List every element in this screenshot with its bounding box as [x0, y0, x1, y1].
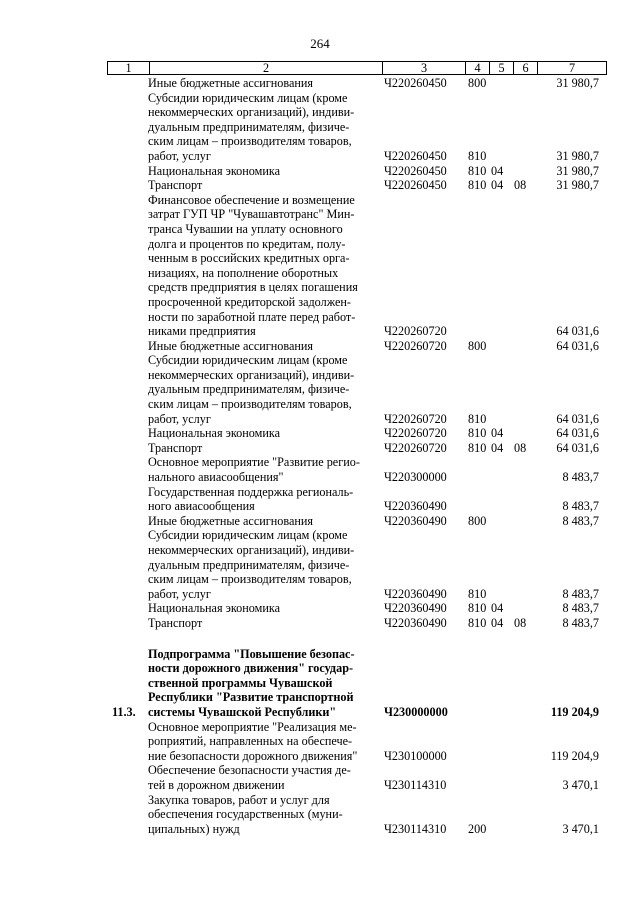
amount: 3 470,1	[562, 821, 599, 836]
table-row	[0, 601, 640, 616]
target-article-code: Ч220260450	[384, 148, 447, 163]
row-name-line: Субсидии юридическим лицам (кроме	[148, 528, 348, 543]
target-article-code: Ч230100000	[384, 748, 447, 763]
row-name	[148, 91, 369, 164]
row-name-line: ного авиасообщения	[148, 499, 255, 514]
row-name-line: транса Чувашии на уплату основного	[148, 221, 343, 236]
row-name	[148, 601, 369, 616]
row-name	[148, 514, 369, 529]
row-name-line: долга и процентов по кредитам, полу-	[148, 236, 346, 251]
header-col-1: 1	[125, 61, 132, 75]
header-col-3: 3	[382, 62, 465, 74]
budget-table-body	[0, 76, 640, 836]
row-name	[148, 528, 369, 601]
expense-type-code: 810	[468, 178, 487, 193]
target-article-code: Ч220260720	[384, 440, 447, 455]
row-name-line: некоммерческих организаций), индиви-	[148, 105, 355, 120]
row-name-line: ности по заработной плате перед работ-	[148, 309, 356, 324]
table-row	[0, 76, 640, 91]
target-article-code: Ч230114310	[384, 777, 447, 792]
amount: 8 483,7	[562, 499, 599, 514]
amount: 31 980,7	[556, 178, 599, 193]
row-name-line: Транспорт	[148, 178, 203, 193]
table-row	[0, 616, 640, 631]
row-name-line: Республики "Развитие транспортной	[148, 690, 354, 705]
row-name	[148, 76, 369, 91]
header-col-5: 5	[489, 62, 513, 74]
amount: 8 483,7	[562, 513, 599, 528]
row-name-line: Транспорт	[148, 615, 203, 630]
table-row	[0, 441, 640, 456]
row-name-line: нального авиасообщения"	[148, 470, 284, 485]
row-name	[148, 720, 369, 764]
row-name-line: Подпрограмма "Повышение безопас-	[148, 646, 355, 661]
target-article-code: Ч220260450	[384, 178, 447, 193]
row-name	[148, 763, 369, 792]
table-row	[0, 353, 640, 426]
amount: 64 031,6	[556, 324, 599, 339]
row-name-line: ским лицам – производителям товаров,	[148, 397, 352, 412]
expense-type-code: 800	[468, 76, 487, 90]
expense-type-code: 800	[468, 513, 487, 528]
target-article-code: Ч220360490	[384, 601, 447, 616]
page-number: 264	[310, 36, 330, 51]
row-name-line: Обеспечение безопасности участия де-	[148, 763, 351, 778]
row-name-line: Транспорт	[148, 440, 203, 455]
row-name	[148, 441, 369, 456]
table-row	[0, 528, 640, 601]
row-name-line: Национальная экономика	[148, 426, 281, 441]
amount: 31 980,7	[556, 163, 599, 178]
expense-type-code: 810	[468, 148, 487, 163]
row-name-line: некоммерческих организаций), индиви-	[148, 543, 355, 557]
expense-type-code: 810	[468, 586, 487, 601]
row-name-line: ственной программы Чувашской	[148, 675, 333, 690]
table-row	[0, 178, 640, 193]
header-col-2: 2	[149, 62, 382, 74]
header-col-7: 7	[537, 62, 606, 74]
target-article-code: Ч220260450	[384, 76, 447, 90]
expense-type-code: 810	[468, 615, 487, 630]
row-name-line: средств предприятия в целях погашения	[148, 280, 358, 295]
row-name-line: Национальная экономика	[148, 601, 281, 616]
row-name-line: Основное мероприятие "Развитие регио-	[148, 455, 360, 470]
table-row	[0, 193, 640, 339]
amount: 119 204,9	[550, 748, 599, 763]
target-article-code: Ч220260450	[384, 163, 447, 178]
target-article-code: Ч220360490	[384, 615, 447, 630]
target-article-code: Ч230114310	[384, 821, 447, 836]
table-row	[0, 485, 640, 514]
row-name	[148, 353, 369, 426]
row-name	[148, 193, 369, 339]
amount: 31 980,7	[556, 76, 599, 90]
amount: 64 031,6	[556, 411, 599, 426]
amount: 3 470,1	[562, 777, 599, 792]
header-col-4: 4	[465, 62, 489, 74]
section-code: 04	[491, 440, 504, 455]
row-name-line: ским лицам – производителям товаров,	[148, 134, 352, 149]
row-name-line: Субсидии юридическим лицам (кроме	[148, 353, 348, 368]
row-name-line: системы Чувашской Республики"	[148, 704, 337, 719]
row-name-line: ченным в российских кредитных орга-	[148, 251, 350, 266]
expense-type-code: 200	[468, 821, 487, 836]
table-row	[0, 793, 640, 837]
table-row	[0, 647, 640, 720]
row-name-line: Иные бюджетные ассигнования	[148, 76, 314, 90]
table-row	[0, 164, 640, 179]
row-name-line: ние безопасности дорожного движения"	[148, 748, 358, 763]
row-name-line: дуальным предпринимателям, физиче-	[148, 382, 350, 397]
row-name-line: дуальным предпринимателям, физиче-	[148, 557, 350, 572]
target-article-code: Ч220300000	[384, 470, 447, 485]
row-name-line: Закупка товаров, работ и услуг для	[148, 792, 330, 807]
amount: 8 483,7	[562, 586, 599, 601]
row-name-line: никами предприятия	[148, 324, 256, 339]
row-name-line: роприятий, направленных на обеспече-	[148, 734, 353, 749]
target-article-code: Ч230000000	[384, 704, 448, 719]
table-row	[0, 763, 640, 792]
row-name	[148, 164, 369, 179]
target-article-code: Ч220360490	[384, 513, 447, 528]
table-row	[0, 720, 640, 764]
amount: 64 031,6	[556, 426, 599, 441]
row-name-line: ципальных) нужд	[148, 821, 240, 836]
amount: 8 483,7	[562, 601, 599, 616]
amount: 64 031,6	[556, 440, 599, 455]
row-name-line: ским лицам – производителям товаров,	[148, 572, 352, 587]
row-name-line: тей в дорожном движении	[148, 777, 285, 792]
row-name-line: просроченной кредиторской задолжен-	[148, 294, 351, 309]
row-name	[148, 426, 369, 441]
row-name	[148, 455, 369, 484]
row-name-line: ности дорожного движения" государ-	[148, 661, 354, 676]
table-row	[0, 91, 640, 164]
row-name-line: работ, услуг	[148, 148, 211, 163]
section-code: 04	[491, 601, 504, 616]
table-header	[107, 61, 607, 75]
row-name-line: работ, услуг	[148, 586, 211, 601]
amount: 8 483,7	[562, 615, 599, 630]
row-name-line: работ, услуг	[148, 411, 211, 426]
row-name-line: Основное мероприятие "Реализация ме-	[148, 719, 357, 734]
row-name-line: обеспечения государственных (муни-	[148, 807, 343, 822]
expense-type-code: 800	[468, 338, 487, 353]
row-name-line: Субсидии юридическим лицам (кроме	[148, 90, 348, 105]
row-name	[148, 647, 369, 720]
row-name-line: Государственная поддержка региональ-	[148, 484, 354, 499]
row-name	[148, 339, 369, 354]
target-article-code: Ч220260720	[384, 426, 447, 441]
row-name-line: Финансовое обеспечение и возмещение	[148, 192, 355, 207]
target-article-code: Ч220360490	[384, 499, 447, 514]
row-name	[148, 178, 369, 193]
expense-type-code: 810	[468, 163, 487, 178]
section-code: 04	[491, 163, 504, 178]
row-name-line: Национальная экономика	[148, 163, 281, 178]
table-row	[0, 339, 640, 354]
amount: 8 483,7	[562, 470, 599, 485]
row-name-line: затрат ГУП ЧР "Чувашавтотранс" Мин-	[148, 207, 355, 222]
row-name-line: низациях, на пополнение оборотных	[148, 265, 339, 280]
table-row	[0, 514, 640, 529]
row-name-line: некоммерческих организаций), индиви-	[148, 367, 355, 382]
subsection-code: 08	[514, 615, 527, 630]
row-name-line: Иные бюджетные ассигнования	[148, 513, 314, 528]
amount: 119 204,9	[550, 704, 599, 719]
amount: 64 031,6	[556, 338, 599, 353]
row-name	[148, 793, 369, 837]
row-name	[148, 616, 369, 631]
expense-type-code: 810	[468, 426, 487, 441]
expense-type-code: 810	[468, 411, 487, 426]
subsection-code: 08	[514, 440, 527, 455]
target-article-code: Ч220260720	[384, 338, 447, 353]
table-row	[0, 455, 640, 484]
amount: 31 980,7	[556, 148, 599, 163]
header-col-6: 6	[513, 62, 537, 74]
subsection-code: 08	[514, 178, 527, 193]
section-code: 04	[491, 615, 504, 630]
section-code: 04	[491, 178, 504, 193]
expense-type-code: 810	[468, 440, 487, 455]
row-name	[148, 485, 369, 514]
row-name-line: Иные бюджетные ассигнования	[148, 338, 314, 353]
table-row	[0, 426, 640, 441]
section-number: 11.3.	[112, 704, 136, 719]
section-code: 04	[491, 426, 504, 441]
expense-type-code: 810	[468, 601, 487, 616]
row-name-line: дуальным предпринимателям, физиче-	[148, 119, 350, 134]
target-article-code: Ч220360490	[384, 586, 447, 601]
target-article-code: Ч220260720	[384, 411, 447, 426]
target-article-code: Ч220260720	[384, 324, 447, 339]
